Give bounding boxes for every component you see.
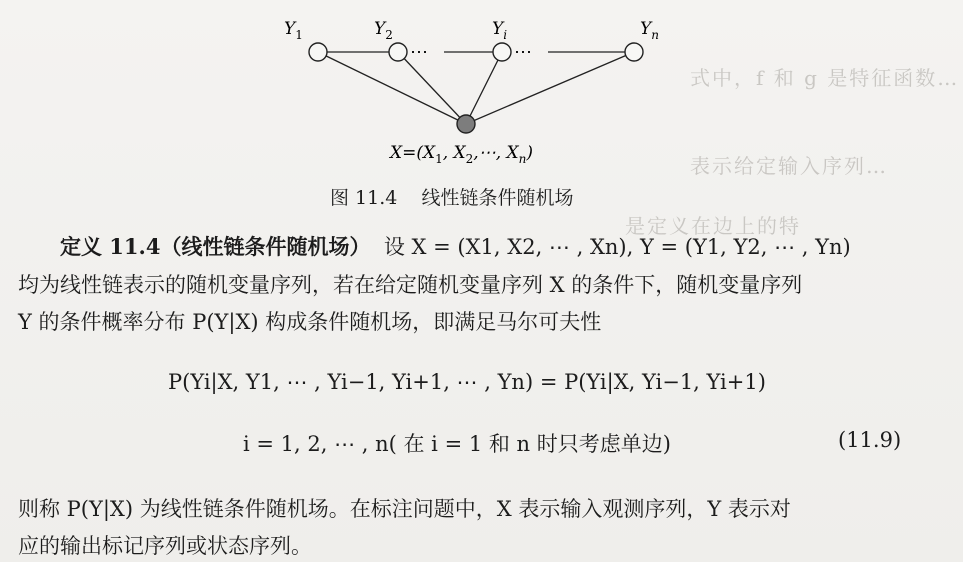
definition-title: 定义 11.4（线性链条件随机场）: [60, 234, 371, 259]
definition-line-1: [60, 231, 851, 261]
chain-ellipsis: ⋯: [514, 42, 532, 63]
equation-condition: i = 1, 2, ⋯ , n( 在 i = 1 和 n 时只考虑单边): [243, 432, 671, 456]
node-y1: [309, 43, 327, 61]
label-y2: $Y_2$: [374, 19, 393, 42]
figure-number: 图 11.4: [330, 187, 398, 209]
bleed-through-text: 式中，f 和 g 是特征函数…: [690, 66, 960, 90]
definition-line-2: 均为线性链表示的随机变量序列，若在给定随机变量序列 X 的条件下，随机变量序列: [18, 273, 803, 297]
conclusion-line-1: 则称 P(Y|X) 为线性链条件随机场。在标注问题中，X 表示输入观测序列，Y 表示对: [18, 497, 791, 521]
equation-number: (11.9): [838, 428, 902, 452]
figure-title: 线性链条件随机场: [421, 187, 574, 209]
label-yi: $Y_i$: [492, 19, 508, 42]
conclusion-line-2: 应的输出标记序列或状态序列。: [18, 534, 312, 558]
chain-ellipsis: ⋯: [410, 42, 428, 63]
node-yi: [493, 43, 511, 61]
label-y1: $Y_1$: [284, 19, 303, 42]
label-x: $X=(X_1$, $X_2,\cdots$, $X_n$): [390, 143, 533, 166]
edge-y2-x: [398, 52, 466, 124]
node-y2: [389, 43, 407, 61]
markov-equation: P(Yi|X, Y1, ⋯ , Yi−1, Yi+1, ⋯ , Yn) = P(Yi|X, Yi−1, Yi+1): [168, 370, 766, 394]
bleed-through-text: 是定义在边上的特: [625, 214, 801, 238]
edge-yi-x: [466, 52, 502, 124]
label-yn: $Y_n$: [640, 19, 659, 42]
bleed-through-text: 表示给定输入序列…: [690, 154, 888, 178]
node-yn: [625, 43, 643, 61]
figure-caption: [330, 183, 574, 210]
edge-yn-x: [466, 52, 634, 124]
edge-y1-x: [318, 52, 466, 124]
definition-statement: 设 X = (X1, X2, ⋯ , Xn), Y = (Y1, Y2, ⋯ , Yn): [383, 235, 851, 259]
definition-line-3: Y 的条件概率分布 P(Y|X) 构成条件随机场，即满足马尔可夫性: [18, 310, 602, 334]
node-x: [457, 115, 475, 133]
linear-chain-crf-diagram: [270, 0, 690, 180]
